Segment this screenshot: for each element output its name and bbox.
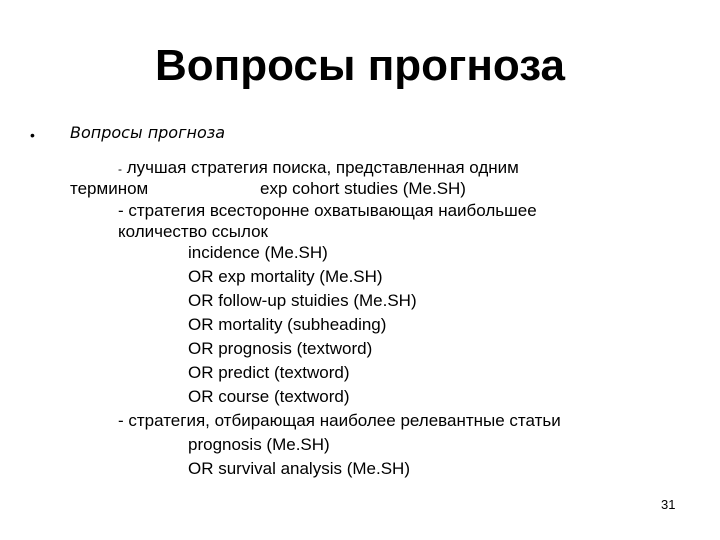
- strategy2-line2: количество ссылок: [118, 222, 268, 241]
- subheading: Вопросы прогноза: [70, 123, 226, 142]
- strategy1-text: лучшая стратегия поиска, представленная одним: [126, 158, 519, 177]
- strategy1-dash: -: [118, 162, 122, 176]
- strategy2-term: OR follow-up stuidies (Me.SH): [188, 291, 417, 310]
- strategy1-line2-label: термином: [70, 179, 149, 198]
- strategy2-term: OR course (textword): [188, 387, 350, 406]
- strategy1-term: exp cohort studies (Me.SH): [260, 179, 466, 198]
- strategy2-term: OR exp mortality (Me.SH): [188, 267, 383, 286]
- strategy2-term: incidence (Me.SH): [188, 243, 328, 262]
- page-number: 31: [661, 497, 676, 512]
- strategy2-line1: - стратегия всесторонне охватывающая наибольшее: [118, 201, 537, 220]
- bullet-icon: •: [30, 127, 35, 143]
- strategy2-term: OR prognosis (textword): [188, 339, 373, 358]
- strategy2-term: OR mortality (subheading): [188, 315, 387, 334]
- strategy3-line1: - стратегия, отбирающая наиболее релевантные статьи: [118, 411, 561, 430]
- strategy1-line1: [118, 157, 519, 180]
- slide-title: Вопросы прогноза: [155, 41, 565, 90]
- strategy2-term: OR predict (textword): [188, 363, 350, 382]
- strategy3-term: OR survival analysis (Me.SH): [188, 459, 410, 478]
- strategy3-term: prognosis (Me.SH): [188, 435, 330, 454]
